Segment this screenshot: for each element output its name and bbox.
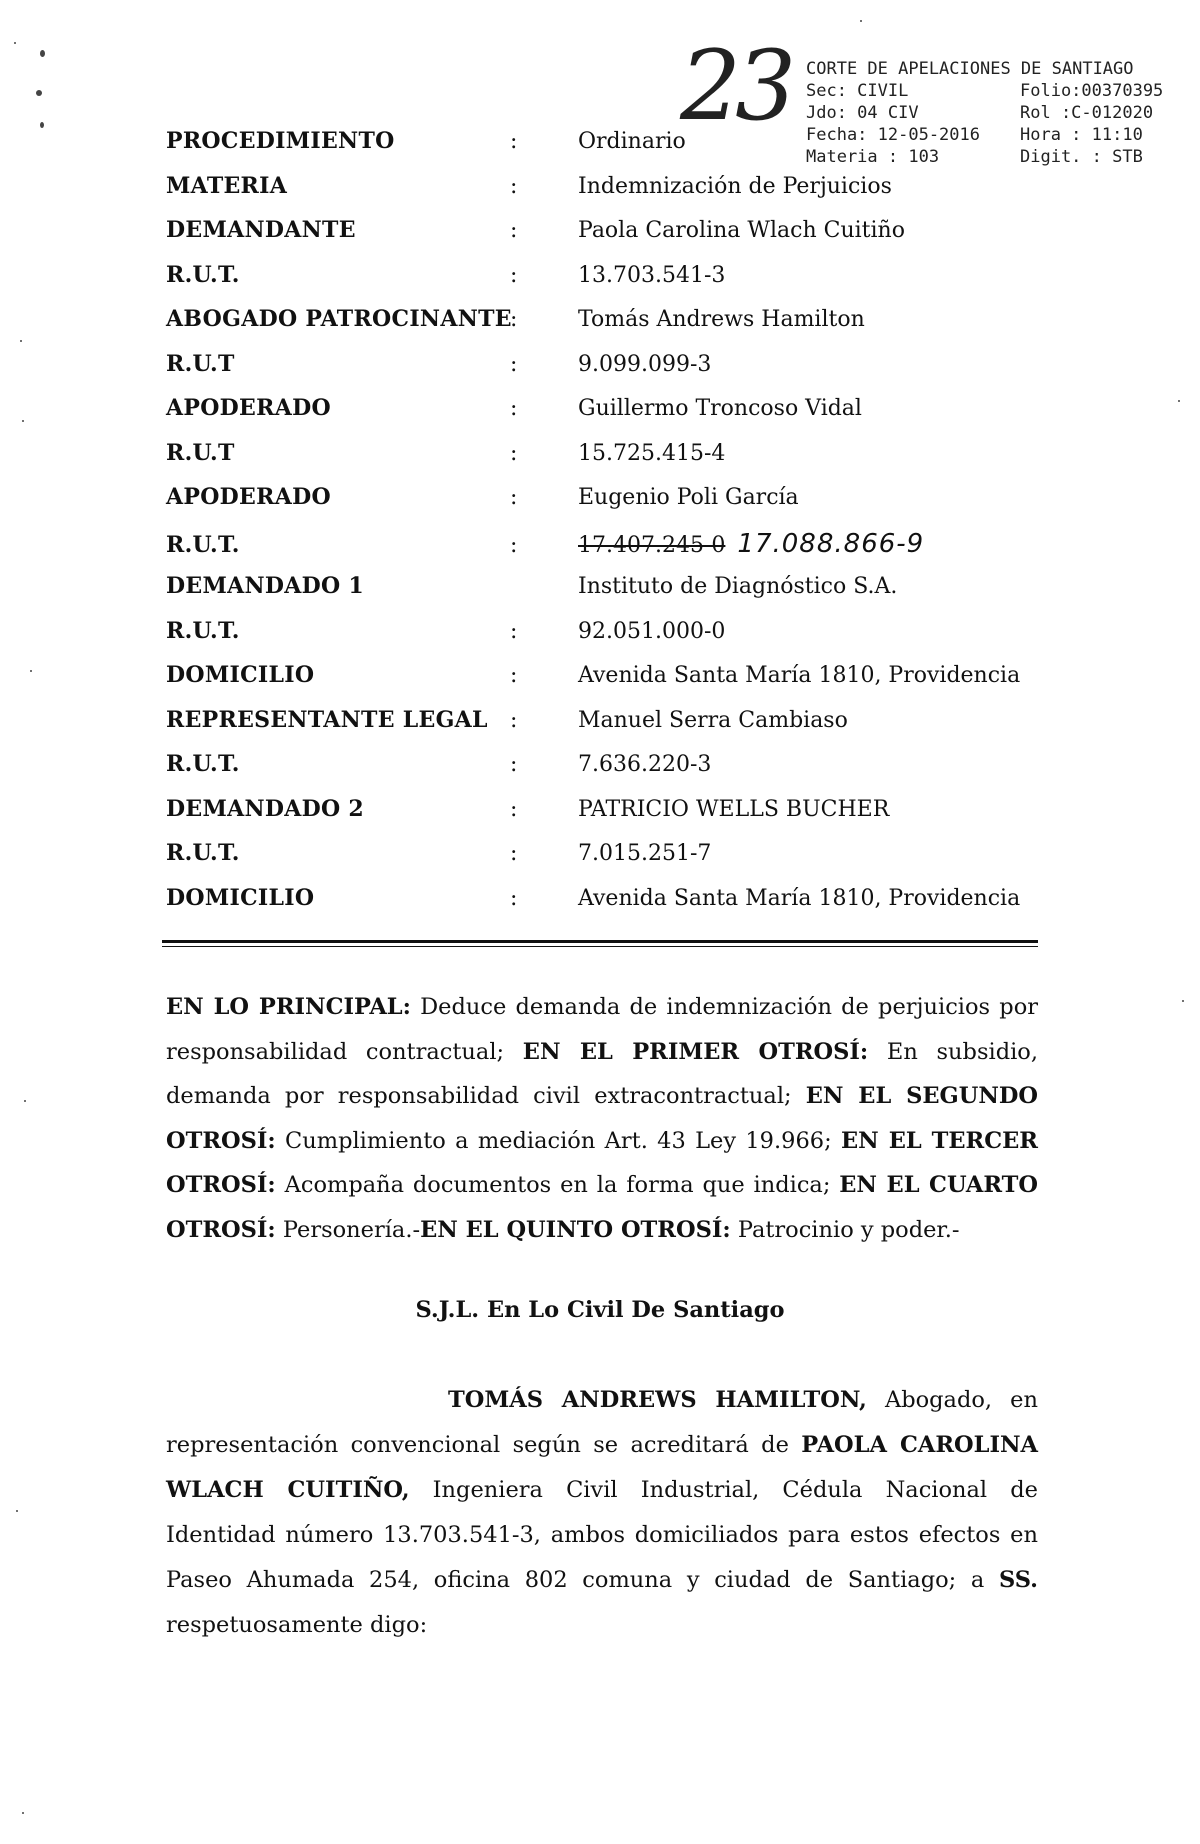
info-value: 9.099.099-3 <box>578 351 712 377</box>
info-row: R.U.T. : 13.703.541-3 <box>166 262 1046 307</box>
stamp-hora: Hora : 11:10 <box>1020 125 1143 145</box>
info-row: APODERADO : Eugenio Poli García <box>166 484 1046 529</box>
scan-speck <box>24 1100 26 1102</box>
info-value: 7.636.220-3 <box>578 752 712 777</box>
info-label: R.U.T <box>166 350 235 377</box>
info-label: DOMICILIO <box>166 884 315 911</box>
info-label: DOMICILIO <box>166 662 315 688</box>
scan-speck <box>20 340 22 342</box>
info-value: 15.725.415-4 <box>578 440 726 466</box>
scan-speck <box>860 20 862 22</box>
info-value: Avenida Santa María 1810, Providencia <box>578 663 1021 688</box>
scan-speck <box>22 420 24 422</box>
info-label: R.U.T. <box>166 840 240 866</box>
info-value: 7.015.251-7 <box>578 841 712 866</box>
info-value: Paola Carolina Wlach Cuitiño <box>578 218 905 243</box>
scan-speck <box>14 42 16 44</box>
info-row: DOMICILIO : Avenida Santa María 1810, Providencia <box>166 885 1046 930</box>
scan-speck <box>40 50 45 57</box>
info-label: APODERADO <box>166 484 331 510</box>
info-label: R.U.T. <box>166 531 240 558</box>
info-row: R.U.T : 15.725.415-4 <box>166 440 1046 485</box>
info-row: R.U.T. : 17.407.245-0 17.088.866-9 <box>166 529 1046 574</box>
info-value: Tomás Andrews Hamilton <box>578 307 865 332</box>
stamp-materia: Materia : 103 <box>806 147 940 167</box>
info-row: ABOGADO PATROCINANTE : Tomás Andrews Hamilton <box>166 306 1046 351</box>
stamp-folio: Folio:00370395 <box>1020 81 1164 101</box>
info-label: R.U.T <box>166 439 235 466</box>
stamp-digit: Digit. : STB <box>1020 147 1143 167</box>
info-value: Guillermo Troncoso Vidal <box>578 396 862 421</box>
info-value: Instituto de Diagnóstico S.A. <box>578 574 898 599</box>
stamp-court: CORTE DE APELACIONES DE SANTIAGO <box>806 59 1134 79</box>
scan-speck <box>1178 400 1180 402</box>
info-row: DEMANDANTE : Paola Carolina Wlach Cuitiño <box>166 217 1046 262</box>
stamp-fecha: Fecha: 12-05-2016 <box>806 125 980 145</box>
info-value: Avenida Santa María 1810, Providencia <box>578 885 1021 911</box>
info-value: PATRICIO WELLS BUCHER <box>578 796 890 822</box>
scan-speck <box>40 122 44 128</box>
info-label: APODERADO <box>166 395 331 421</box>
info-label: MATERIA <box>166 172 288 199</box>
scan-speck <box>1182 1000 1184 1002</box>
header-divider <box>162 940 1038 943</box>
header-divider-thin <box>162 946 1038 947</box>
info-row: R.U.T. : 7.015.251-7 <box>166 840 1046 885</box>
info-row: R.U.T. : 92.051.000-0 <box>166 618 1046 663</box>
court-addressee: S.J.L. En Lo Civil De Santiago <box>415 1297 785 1323</box>
info-label: DEMANDADO 1 <box>166 573 365 599</box>
info-row: R.U.T : 9.099.099-3 <box>166 351 1046 396</box>
info-label: ABOGADO PATROCINANTE <box>166 306 512 332</box>
handwritten-rut: 17.088.866-9 <box>737 528 925 559</box>
info-label: R.U.T. <box>166 751 240 777</box>
scan-speck <box>36 90 42 96</box>
info-value: 13.703.541-3 <box>578 262 726 288</box>
intro-paragraph: TOMÁS ANDREWS HAMILTON, Abogado, en representación convencional según se acreditará de PAOLA CAROLINA WLACH CUITIÑO, Ingeniera Civil Industrial, Cédula Nacional de Identidad número 13.703.541-3, ambos domiciliados para estos efectos en Paseo Ahumada 254, oficina 802 comuna y ciudad de Santiago; a SS. respetuosamente digo: <box>166 1387 1039 1638</box>
info-value: Eugenio Poli García <box>578 485 799 510</box>
info-row: MATERIA : Indemnización de Perjuicios <box>166 173 1046 218</box>
info-row: DEMANDADO 2 : PATRICIO WELLS BUCHER <box>166 796 1046 841</box>
info-label: DEMANDADO 2 <box>166 795 365 822</box>
scan-speck <box>16 1510 18 1512</box>
info-row: REPRESENTANTE LEGAL : Manuel Serra Cambiaso <box>166 707 1046 752</box>
info-label: R.U.T. <box>166 261 240 288</box>
info-row <box>166 573 1046 618</box>
info-label: DEMANDANTE <box>166 217 356 243</box>
info-row: DOMICILIO : Avenida Santa María 1810, Providencia <box>166 662 1046 707</box>
stamp-jdo: Jdo: 04 CIV <box>806 103 919 123</box>
info-value: 92.051.000-0 <box>578 618 726 644</box>
info-row: R.U.T. : 7.636.220-3 <box>166 751 1046 796</box>
info-label: REPRESENTANTE LEGAL <box>166 706 488 733</box>
handwritten-folio-number: 23 <box>680 30 791 142</box>
info-value: Indemnización de Perjuicios <box>578 173 892 199</box>
info-row: PROCEDIMIENTO : Ordinario <box>166 128 1046 173</box>
info-row: APODERADO : Guillermo Troncoso Vidal <box>166 395 1046 440</box>
info-label: R.U.T. <box>166 617 240 644</box>
petition-summary: EN LO PRINCIPAL: Deduce demanda de indemnización de perjuicios por responsabilidad contractual; EN EL PRIMER OTROSÍ: En subsidio, demanda por responsabilidad civil extracontractual; EN EL SEGUNDO OTROSÍ: Cumplimiento a mediación Art. 43 Ley 19.966; EN EL TERCER OTROSÍ: Acompaña documentos en la forma que indica; EN EL CUARTO OTROSÍ: Personería.-EN EL QUINTO OTROSÍ: Patrocinio y poder.- <box>166 994 1039 1243</box>
info-label: PROCEDIMIENTO <box>166 128 395 154</box>
struck-rut: 17.407.245-0 <box>578 532 726 558</box>
info-value <box>578 529 1046 559</box>
stamp-rol: Rol :C-012020 <box>1020 103 1154 123</box>
info-value: Ordinario <box>578 129 686 154</box>
info-value: Manuel Serra Cambiaso <box>578 707 848 733</box>
scan-speck <box>22 1812 24 1814</box>
stamp-sec: Sec: CIVIL <box>806 81 909 101</box>
scan-speck <box>30 670 32 672</box>
case-info-table <box>166 128 1046 929</box>
